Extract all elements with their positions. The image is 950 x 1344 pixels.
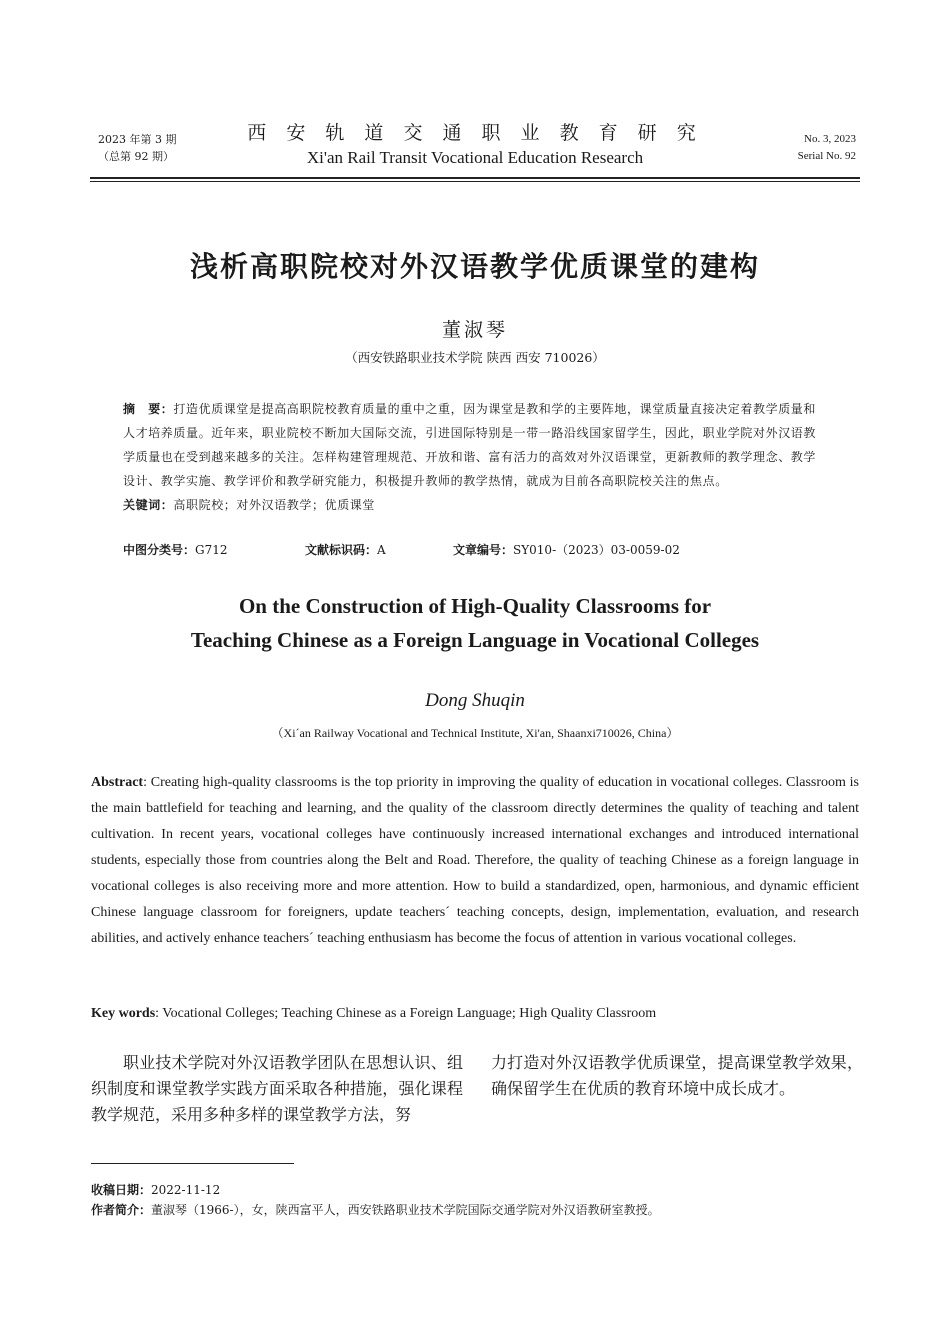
article-title-en-line2: Teaching Chinese as a Foreign Language in Vocational Colleges — [190, 628, 760, 652]
abstract-label-cn: 摘 要： — [123, 402, 174, 416]
article-title-cn: 浅析高职院校对外汉语教学优质课堂的建构 — [189, 250, 760, 283]
author-bio — [91, 1200, 660, 1220]
document-code — [305, 541, 386, 558]
issue-cn: 2023 年第 3 期 — [98, 133, 177, 146]
journal-title-en: Xi'an Rail Transit Vocational Education Research — [306, 148, 644, 167]
keywords-text-cn: 高职院校；对外汉语教学；优质课堂 — [173, 498, 376, 512]
abstract-cn — [123, 397, 828, 517]
article-title-en-line1: On the Construction of High-Quality Classrooms for — [238, 594, 712, 618]
journal-title-cn: 西 安 轨 道 交 通 职 业 教 育 研 究 — [247, 122, 703, 144]
keywords-cn — [123, 493, 828, 517]
classification-row — [123, 541, 828, 561]
keywords-label-cn: 关键词： — [123, 498, 174, 512]
doc-code-label: 文献标识码： — [305, 543, 378, 557]
keywords-label-en: Key words — [91, 1006, 156, 1021]
article-number — [453, 541, 680, 558]
received-label: 收稿日期： — [91, 1183, 152, 1197]
article-no-value: SY010-（2023）03-0059-02 — [513, 543, 680, 557]
affiliation-en: （Xi´an Railway Vocational and Technical Institute, Xi'an, Shaanxi710026, China） — [271, 726, 679, 740]
header-rule-thin — [90, 181, 860, 182]
issue-info-en — [798, 131, 856, 165]
abstract-text-cn: 打造优质课堂是提高高职院校教育质量的重中之重，因为课堂是教和学的主要阵地，课堂质量直接决定着教学质量和人才培养质量。近年来，职业院校不断加大国际交流，引进国际特别是一带一路沿线国家留学生，因此，职业学院对外汉语教学质量也在受到越来越多的关注。怎样构建管理规范、开放和谐、富有活力的高效对外汉语课堂，更新教师的教学理念、教学设计、教学实施、教学评价和教学研究能力，积极提升教师的教学热情，就成为目前各高职院校关注的焦点。 — [123, 402, 817, 488]
article-no-label: 文章编号： — [453, 543, 514, 557]
serial-en: Serial No. 92 — [797, 150, 856, 162]
author-bio-text: 董淑琴（1966-），女，陕西富平人，西安铁路职业技术学院国际交通学院对外汉语教研室教授。 — [151, 1203, 660, 1217]
body-column-right: 力打造对外汉语教学优质课堂，提高课堂教学效果，确保留学生在优质的教育环境中成长成才。 — [491, 1053, 863, 1098]
issue-en: No. 3, 2023 — [804, 133, 856, 145]
received-value: 2022-11-12 — [151, 1183, 221, 1197]
author-cn: 董淑琴 — [441, 319, 508, 341]
header-rule-thick — [90, 177, 860, 179]
doc-code-value: A — [377, 543, 386, 557]
abstract-label-en: Abstract — [91, 775, 144, 790]
affiliation-cn: （西安铁路职业技术学院 陕西 西安 710026） — [345, 350, 605, 365]
keywords-text-en: : Vocational Colleges; Teaching Chinese as a Foreign Language; High Quality Classroom — [155, 1006, 657, 1021]
author-bio-label: 作者简介： — [91, 1203, 152, 1217]
abstract-en — [91, 770, 859, 952]
clc-label: 中图分类号： — [123, 543, 196, 557]
serial-cn: （总第 92 期） — [98, 150, 174, 163]
article-title-en — [0, 589, 950, 657]
received-date — [91, 1180, 220, 1200]
body-column-left: 职业技术学院对外汉语教学团队在思想认识、组织制度和课堂教学实践方面采取各种措施，强化课程教学规范，采用多种多样的课堂教学方法，努 — [91, 1053, 463, 1124]
abstract-text-en: : Creating high-quality classrooms is the top priority in improving the quality of education in vocational colleges. Classroom is the main battlefield for teaching and learning, and the quality of the classroom directly determines the quality of teaching and talent cultivation. In recent years, vocational colleges have continuously increased international exchanges and introduced international students, especially those from countries along the Belt and Road. Therefore, the quality of teaching Chinese as a foreign language in vocational colleges is also receiving more and more attention. How to build a standardized, open, harmonious, and dynamic efficient Chinese language classroom for foreigners, update teachers´ teaching concepts, design, implementation, evaluation, and research abilities, and actively enhance teachers´ teaching enthusiasm has become the focus of attention in various vocational colleges. — [91, 775, 859, 946]
author-en: Dong Shuqin — [425, 690, 525, 711]
clc-code — [123, 541, 228, 558]
clc-value: G712 — [195, 543, 228, 557]
footnote-rule — [91, 1163, 294, 1164]
keywords-en — [91, 1002, 859, 1026]
